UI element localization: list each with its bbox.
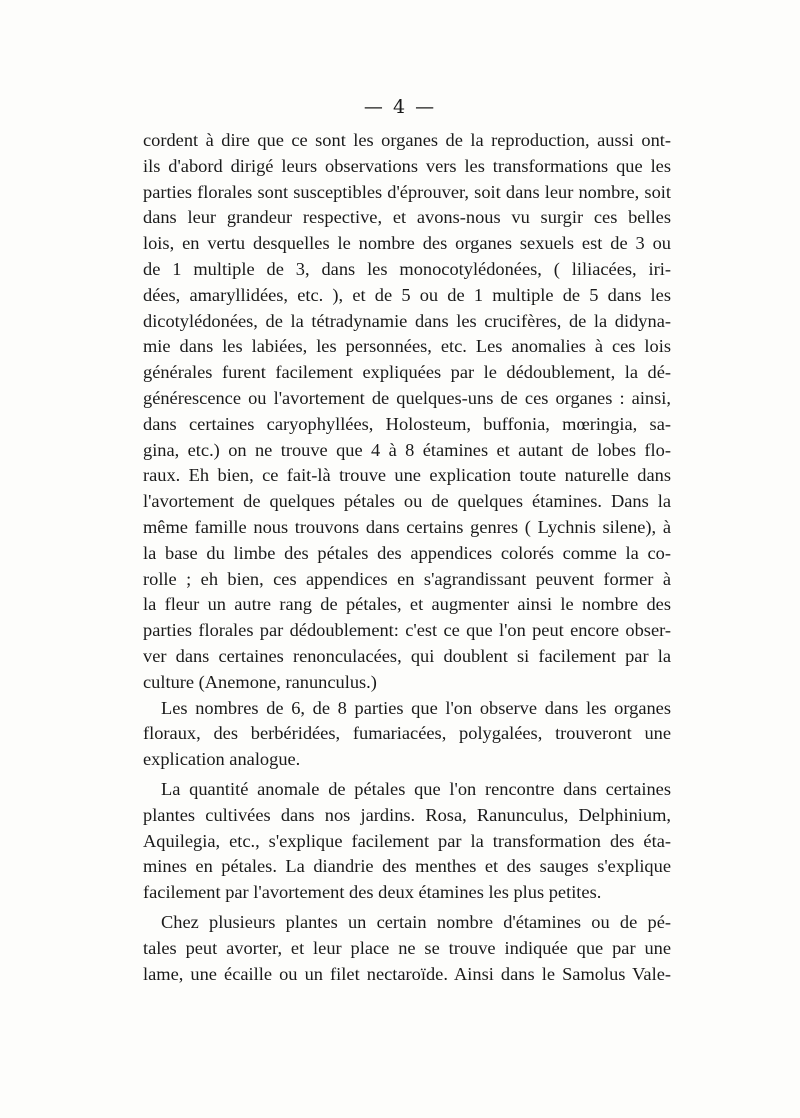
text-line: même famille nous trouvons dans certains genres ( Lychnis silene), à	[143, 516, 671, 537]
text-line: lois, en vertu desquelles le nombre des organes sexuels est de 3 ou	[143, 233, 671, 254]
text-line: dicotylédonées, de la tétradynamie dans les crucifères, de la didyna-	[143, 310, 671, 331]
text-line: La quantité anomale de pétales que l'on rencontre dans certaines	[161, 778, 671, 799]
text-line: Aquilegia, etc., s'explique facilement par la transformation des éta-	[143, 830, 671, 851]
text-line: parties florales par dédoublement: c'est ce que l'on peut encore obser-	[143, 620, 671, 641]
text-line: explication analogue.	[143, 749, 301, 770]
text-line: la base du limbe des pétales des appendices colorés comme la co-	[143, 542, 671, 563]
body-text	[143, 128, 671, 987]
paragraph-2	[143, 696, 671, 773]
text-line: facilement par l'avortement des deux étamines les plus petites.	[143, 882, 602, 903]
text-line: raux. Eh bien, ce fait-là trouve une explication toute naturelle dans	[143, 465, 671, 486]
text-line: dans leur grandeur respective, et avons-nous vu surgir ces belles	[143, 207, 671, 228]
text-line: de 1 multiple de 3, dans les monocotylédonées, ( liliacées, iri-	[143, 258, 671, 279]
text-line: culture (Anemone, ranunculus.)	[143, 671, 377, 692]
page-number: — 4 —	[363, 96, 437, 118]
text-line: plantes cultivées dans nos jardins. Rosa, Ranunculus, Delphinium,	[143, 804, 671, 825]
text-line: dans certaines caryophyllées, Holosteum, buffonia, mœringia, sa-	[143, 413, 671, 434]
text-line: cordent à dire que ce sont les organes de la reproduction, aussi ont-	[143, 130, 671, 150]
paragraph-3	[143, 777, 671, 906]
text-line: parties florales sont susceptibles d'éprouver, soit dans leur nombre, soit	[143, 181, 671, 202]
text-line: l'avortement de quelques pétales ou de quelques étamines. Dans la	[143, 491, 671, 512]
text-line: dées, amaryllidées, etc. ), et de 5 ou de 1 multiple de 5 dans les	[143, 284, 671, 305]
text-line: ver dans certaines renonculacées, qui doublent si facilement par la	[143, 645, 671, 666]
paragraph-1	[143, 128, 671, 696]
text-line: générescence ou l'avortement de quelques-uns de ces organes : ainsi,	[143, 387, 671, 408]
text-line: Les nombres de 6, de 8 parties que l'on observe dans les organes	[161, 697, 671, 718]
text-line: Chez plusieurs plantes un certain nombre d'étamines ou de pé-	[161, 911, 671, 932]
text-line: lame, une écaille ou un filet nectaroïde. Ainsi dans le Samolus Vale-	[143, 963, 671, 984]
text-line: gina, etc.) on ne trouve que 4 à 8 étamines et autant de lobes flo-	[143, 439, 671, 460]
text-line: rolle ; eh bien, ces appendices en s'agrandissant peuvent former à	[143, 568, 671, 589]
paragraph-4	[143, 910, 671, 987]
text-line: mie dans les labiées, les personnées, etc. Les anomalies à ces lois	[143, 336, 671, 357]
text-line: tales peut avorter, et leur place ne se trouve indiquée que par une	[143, 937, 671, 958]
text-line: mines en pétales. La diandrie des menthes et des sauges s'explique	[143, 856, 671, 877]
text-line: la fleur un autre rang de pétales, et augmenter ainsi le nombre des	[143, 594, 671, 615]
text-line: floraux, des berbéridées, fumariacées, polygalées, trouveront une	[143, 723, 671, 744]
text-line: générales furent facilement expliquées par le dédoublement, la dé-	[143, 362, 671, 383]
text-line: ils d'abord dirigé leurs observations vers les transformations que les	[143, 155, 671, 176]
